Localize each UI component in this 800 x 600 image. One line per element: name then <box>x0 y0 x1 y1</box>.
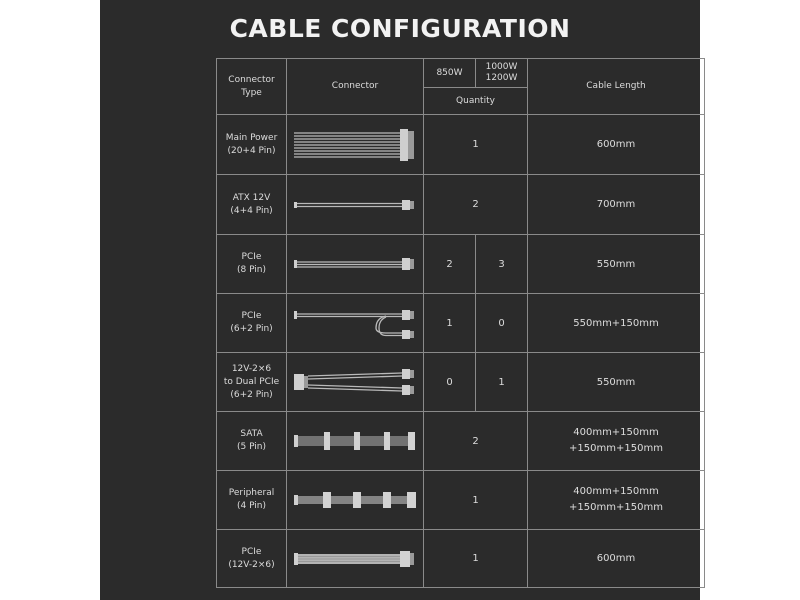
connector-type-line2: (20+4 Pin) <box>227 145 276 156</box>
cable-configuration-panel <box>100 0 700 600</box>
row-12v-2x6-dual-pcie-length <box>528 353 704 411</box>
12v-2x6-dual-pcie-cable-icon <box>287 353 423 411</box>
header-1000w-label: 1000W <box>485 62 518 72</box>
row-pcie-8pin-qty-850w <box>424 235 475 293</box>
sata-cable-icon <box>287 412 423 470</box>
row-sata-qty <box>424 412 527 470</box>
row-pcie-12v-2x6-type <box>217 530 286 587</box>
cable-length-value: 550mm <box>596 376 636 388</box>
header-850w <box>424 59 475 87</box>
row-peripheral-qty <box>424 471 527 529</box>
row-pcie-12v-2x6-qty <box>424 530 527 587</box>
header-connector-label: Connector <box>331 81 379 91</box>
cable-length-value: 700mm <box>596 199 636 210</box>
header-850w-label: 850W <box>436 67 463 78</box>
row-pcie-6-2pin-qty-1000w <box>476 294 527 352</box>
row-atx-12v-qty <box>424 175 527 234</box>
connector-type-line2: (4 Pin) <box>236 501 267 511</box>
row-pcie-8pin-qty-1000w <box>476 235 527 293</box>
row-pcie-6-2pin-qty-850w <box>424 294 475 352</box>
row-pcie-6-2pin-length <box>528 294 704 352</box>
connector-type-line2: (6+2 Pin) <box>230 324 273 334</box>
peripheral-cable-icon <box>287 471 423 529</box>
row-main-power-length <box>528 115 704 174</box>
cable-length-value: 550mm <box>596 258 636 270</box>
connector-type-line1: PCIe <box>241 311 262 321</box>
connector-type-line1: Main Power <box>225 132 278 143</box>
quantity-1000w-value: 1 <box>498 376 505 388</box>
quantity-1000w-value: 0 <box>498 317 505 329</box>
row-atx-12v-type <box>217 175 286 234</box>
connector-type-line1: 12V-2×6 <box>231 363 272 374</box>
quantity-value: 1 <box>472 139 479 150</box>
connector-type-line2: (4+4 Pin) <box>230 205 273 216</box>
cable-length-value-line2: +150mm+150mm <box>569 443 663 454</box>
row-main-power-type <box>217 115 286 174</box>
header-1200w-label: 1200W <box>485 73 518 83</box>
connector-type-line2: (12V-2×6) <box>228 559 275 570</box>
cable-length-value-line1: 400mm+150mm <box>573 427 659 438</box>
connector-type-line2: (8 Pin) <box>236 265 267 275</box>
connector-type-line2: to Dual PCIe <box>223 376 280 387</box>
row-peripheral-type <box>217 471 286 529</box>
atx-12v-cable-icon <box>287 175 423 234</box>
connector-type-line3: (6+2 Pin) <box>230 389 273 400</box>
header-quantity <box>424 88 527 114</box>
quantity-850w-value: 1 <box>446 317 453 329</box>
quantity-850w-value: 0 <box>446 376 453 388</box>
row-pcie-12v-2x6-length <box>528 530 704 587</box>
connector-type-line1: PCIe <box>241 252 262 262</box>
cable-length-value: 600mm <box>596 553 636 564</box>
cable-length-value-line1: 400mm+150mm <box>573 486 659 497</box>
row-12v-2x6-dual-pcie-qty-850w <box>424 353 475 411</box>
cable-length-value: 600mm <box>596 139 636 150</box>
quantity-value: 1 <box>472 494 479 506</box>
row-sata-length <box>528 412 704 470</box>
row-12v-2x6-dual-pcie-type <box>217 353 286 411</box>
header-connector <box>287 59 423 114</box>
pcie-6-2pin-cable-icon <box>287 294 423 352</box>
row-atx-12v-length <box>528 175 704 234</box>
row-pcie-8pin-length <box>528 235 704 293</box>
row-main-power-qty <box>424 115 527 174</box>
row-12v-2x6-dual-pcie-qty-1000w <box>476 353 527 411</box>
cable-length-value: 550mm+150mm <box>573 317 659 329</box>
cable-table <box>216 58 705 588</box>
quantity-value: 1 <box>472 553 479 564</box>
main-power-cable-icon <box>287 115 423 174</box>
header-cable-length-label: Cable Length <box>586 81 646 91</box>
connector-type-line1: Peripheral <box>228 488 275 498</box>
page-title: CABLE CONFIGURATION <box>229 14 571 43</box>
connector-type-line1: ATX 12V <box>232 192 271 203</box>
header-connector-type-label: Connector Type <box>228 74 275 98</box>
row-sata-type <box>217 412 286 470</box>
quantity-850w-value: 2 <box>446 258 453 270</box>
connector-type-line2: (5 Pin) <box>236 442 267 452</box>
header-quantity-label: Quantity <box>456 95 495 106</box>
quantity-value: 2 <box>472 199 479 210</box>
connector-type-line1: PCIe <box>241 546 262 557</box>
header-1000w-1200w <box>476 59 527 87</box>
row-pcie-6-2pin-type <box>217 294 286 352</box>
connector-type-line1: SATA <box>240 429 263 439</box>
header-connector-type <box>217 59 286 114</box>
row-peripheral-length <box>528 471 704 529</box>
cable-length-value-line2: +150mm+150mm <box>569 502 663 513</box>
quantity-value: 2 <box>472 435 479 447</box>
pcie-12v-2x6-cable-icon <box>287 530 423 587</box>
row-pcie-8pin-type <box>217 235 286 293</box>
pcie-8pin-cable-icon <box>287 235 423 293</box>
header-cable-length <box>528 59 704 114</box>
quantity-1000w-value: 3 <box>498 258 505 270</box>
